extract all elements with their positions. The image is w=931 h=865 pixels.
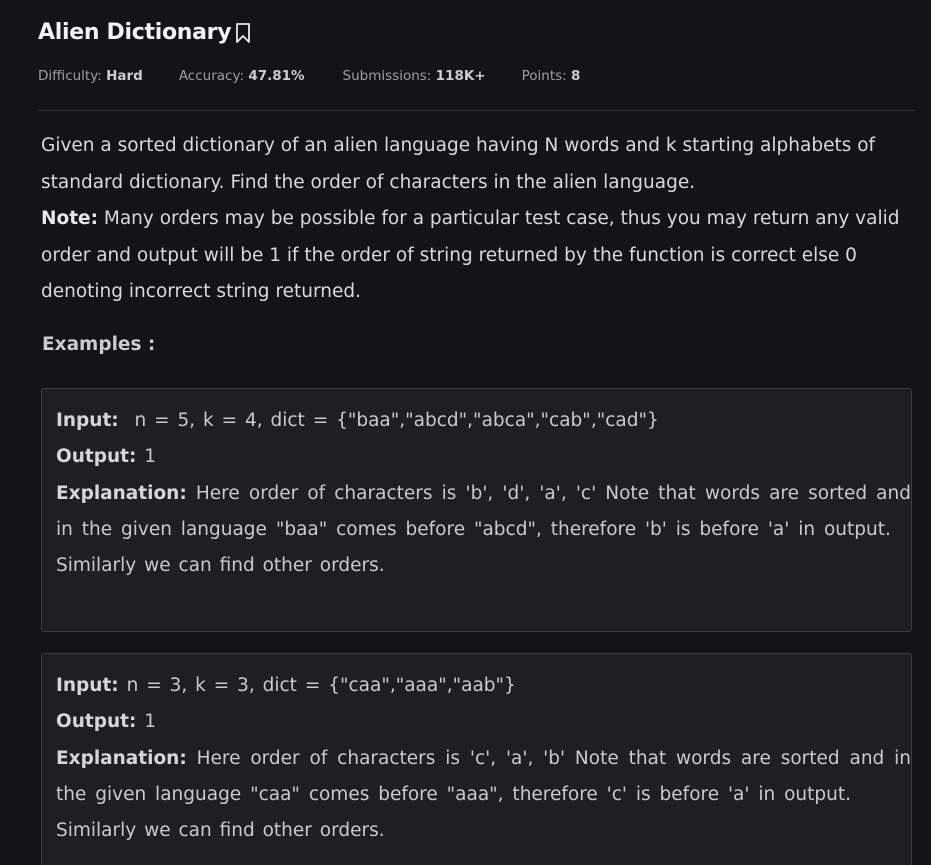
examples-heading: Examples : (42, 334, 156, 355)
output-text: 1 (136, 711, 157, 733)
points-label: Points: (521, 68, 572, 84)
explanation-text: Here order of characters is 'b', 'd', 'a', 'c' Note that words are sorted and in the given language "baa" comes before "abcd", therefore 'b' is before 'a' in output. (56, 482, 911, 540)
example-input (56, 668, 911, 704)
header-divider (38, 110, 915, 111)
explanation-text: Here order of characters is 'c', 'a', 'b' Note that words are sorted and in the given language "caa" comes before "aaa", therefore 'c' is before 'a' in output. (56, 747, 911, 805)
difficulty-label: Difficulty: (38, 68, 107, 84)
points (522, 68, 581, 84)
output-label: Output: (56, 446, 137, 468)
example-explanation (56, 741, 911, 814)
input-label: Input: (56, 675, 119, 696)
note-text: Many orders may be possible for a particular test case, thus you may return any valid order and output will be 1 if the order of string returned by the function is correct else 0 denoting incorrect string returned. (41, 208, 900, 302)
example-input (56, 403, 911, 439)
output-label: Output: (56, 711, 137, 733)
explanation-label: Explanation: (56, 482, 187, 504)
problem-description (41, 128, 901, 311)
output-text: 1 (136, 446, 157, 468)
input-text: n = 5, k = 4, dict = {"baa","abcd","abca","cab","cad"} (118, 410, 659, 431)
explanation-label: Explanation: (56, 747, 187, 769)
submissions-value: 118K+ (435, 68, 486, 84)
example-output (56, 704, 911, 740)
example-output (56, 439, 911, 475)
points-value: 8 (571, 68, 581, 84)
input-label: Input: (56, 410, 119, 431)
description-intro: Given a sorted dictionary of an alien language having N words and k starting alphabets of standard dictionary. Find the order of characters in the alien language. (41, 135, 876, 193)
problem-meta (38, 68, 580, 84)
title-row (38, 20, 252, 45)
accuracy (179, 68, 305, 84)
input-text: n = 3, k = 3, dict = {"caa","aaa","aab"} (118, 675, 516, 696)
note-label: Note: (41, 208, 98, 229)
difficulty (38, 68, 143, 84)
accuracy-label: Accuracy: (178, 68, 249, 84)
page-title: Alien Dictionary (38, 20, 232, 45)
example-similarly: Similarly we can find other orders. (56, 820, 385, 842)
example-box (41, 388, 912, 632)
difficulty-value: Hard (106, 68, 143, 84)
submissions-label: Submissions: (342, 68, 436, 84)
example-box (41, 653, 912, 865)
example-explanation (56, 476, 911, 549)
description-note (41, 201, 901, 311)
accuracy-value: 47.81% (248, 68, 305, 84)
bookmark-icon[interactable] (234, 22, 252, 44)
submissions (343, 68, 486, 84)
example-similarly: Similarly we can find other orders. (56, 555, 385, 577)
